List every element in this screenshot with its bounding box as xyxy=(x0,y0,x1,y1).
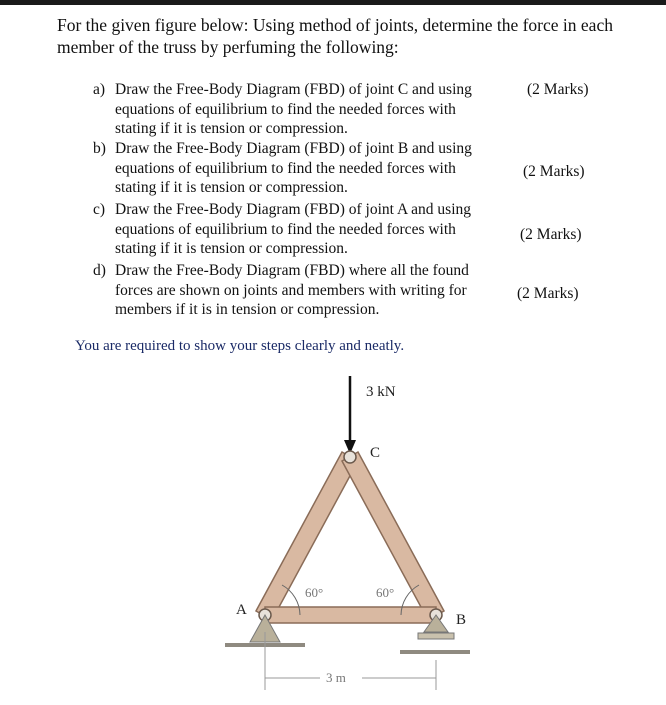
task-text-line: forces are shown on joints and members with writing for xyxy=(115,281,467,299)
top-border xyxy=(0,0,666,5)
task-label: b) xyxy=(93,140,106,157)
task-text-line: Draw the Free-Body Diagram (FBD) where all the found xyxy=(115,262,469,279)
task-item-d xyxy=(93,261,533,320)
task-text-line: Draw the Free-Body Diagram (FBD) of joint C and using xyxy=(115,81,472,98)
task-text-line: equations of equilibrium to find the needed forces with xyxy=(115,159,456,177)
load-label: 3 kN xyxy=(366,384,396,400)
roller-plate xyxy=(418,633,454,639)
task-text-line: members if it is in tension or compression. xyxy=(115,301,380,318)
task-item-b xyxy=(93,139,533,198)
task-text-line: Draw the Free-Body Diagram (FBD) of joint A and using xyxy=(115,201,472,218)
marks-a: (2 Marks) xyxy=(527,81,589,98)
pin-c xyxy=(344,451,356,463)
angle-label-left: 60° xyxy=(305,585,324,600)
member-ab xyxy=(265,607,436,623)
task-text-line: stating if it is tension or compression. xyxy=(115,120,348,137)
task-text-line: equations of equilibrium to find the needed forces with xyxy=(115,220,456,238)
intro-line-1: For the given figure below: Using method of joints, determine the force in each xyxy=(57,15,613,35)
problem-intro xyxy=(57,14,642,58)
intro-line-2: member of the truss by perfuming the following: xyxy=(57,37,399,57)
task-label: d) xyxy=(93,262,106,279)
truss-diagram xyxy=(0,370,666,700)
marks-b: (2 Marks) xyxy=(523,163,585,180)
task-item-c xyxy=(93,200,533,259)
task-label: a) xyxy=(93,81,106,98)
joint-b-label: B xyxy=(456,612,467,628)
angle-label-right: 60° xyxy=(376,585,395,600)
span-label: 3 m xyxy=(326,670,346,685)
task-label: c) xyxy=(93,201,106,218)
joint-c-label: C xyxy=(370,445,381,461)
joint-a-label: A xyxy=(236,602,247,618)
task-text-line: stating if it is tension or compression. xyxy=(115,179,348,196)
truss-figure xyxy=(0,370,666,705)
marks-c: (2 Marks) xyxy=(520,226,582,243)
task-text-line: equations of equilibrium to find the needed forces with xyxy=(115,100,456,118)
task-item-a xyxy=(93,80,533,139)
task-text-line: stating if it is tension or compression. xyxy=(115,240,348,257)
marks-d: (2 Marks) xyxy=(517,285,579,302)
instruction-note: You are required to show your steps clearly and neatly. xyxy=(75,338,405,354)
task-text-line: Draw the Free-Body Diagram (FBD) of joint B and using xyxy=(115,140,472,157)
